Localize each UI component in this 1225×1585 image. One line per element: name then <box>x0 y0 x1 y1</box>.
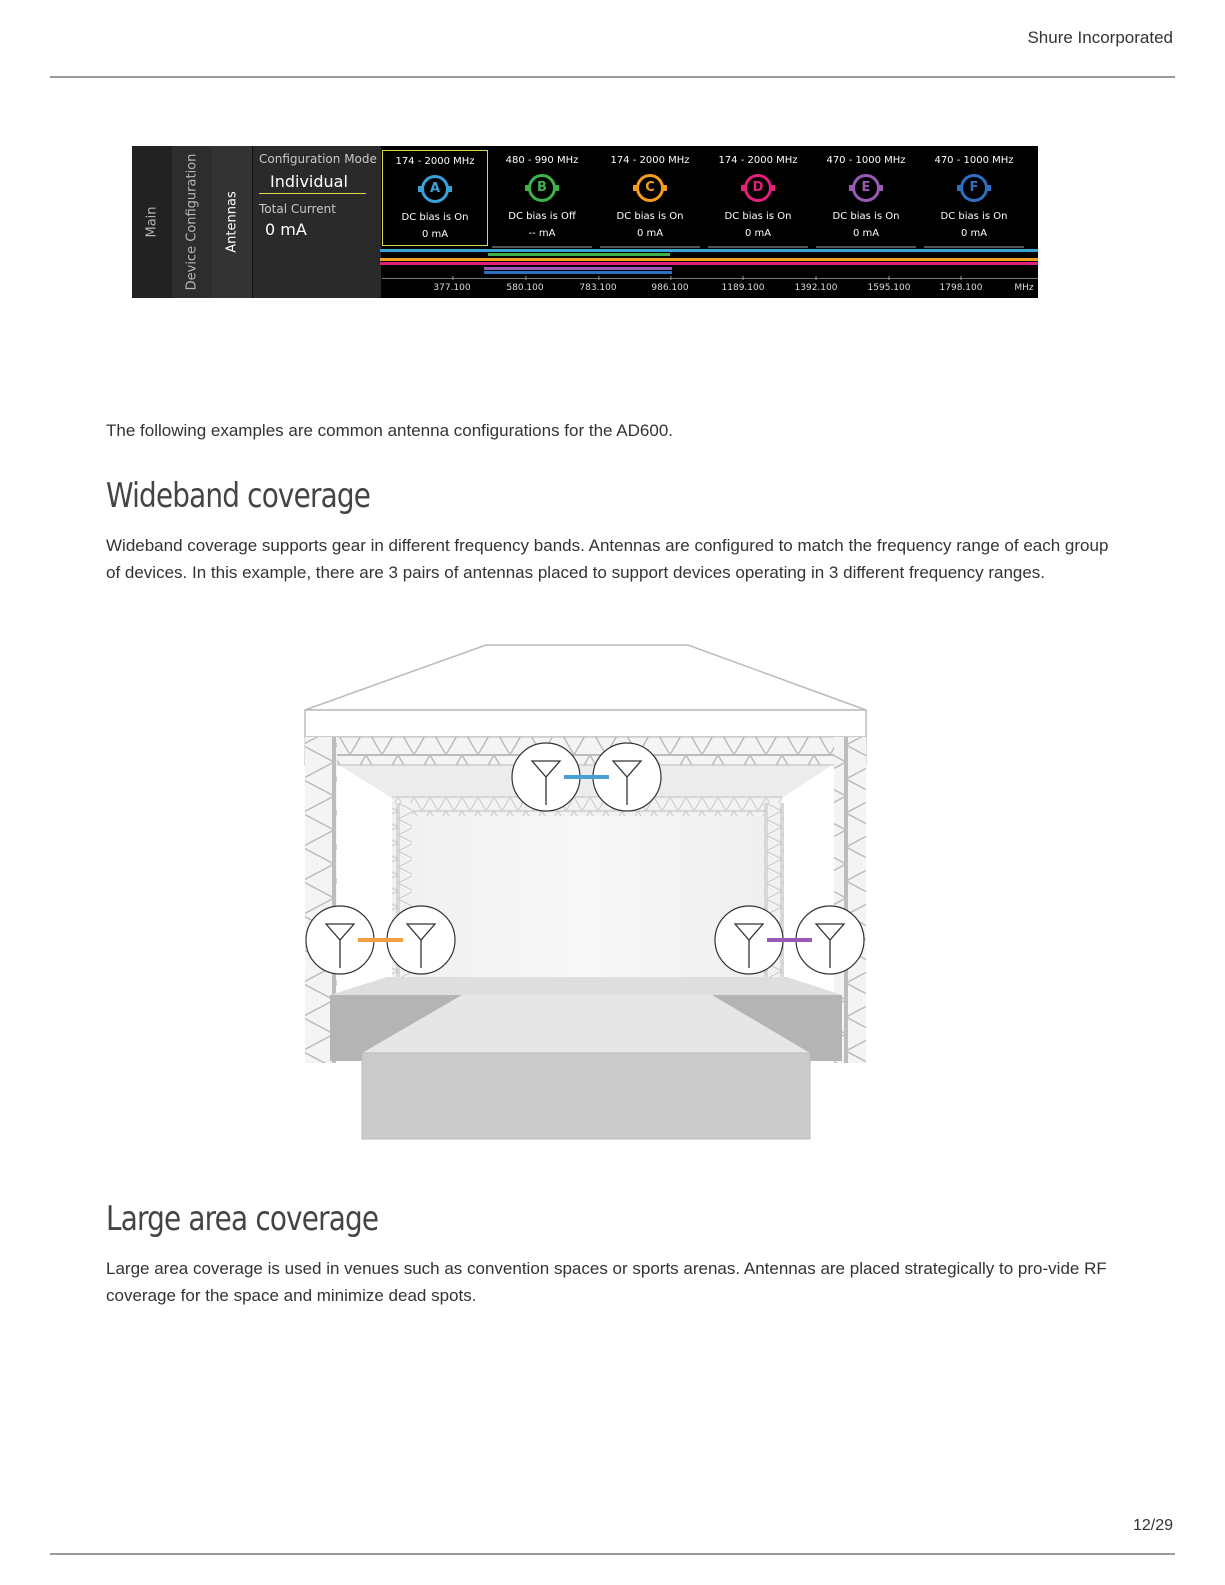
antenna-card-b[interactable] <box>490 150 594 244</box>
freq-bar-c <box>380 258 1038 261</box>
header-rule <box>50 76 1175 78</box>
section-body-large-area: Large area coverage is used in venues such as convention spaces or sports arenas. Antennas are placed strategically to pro-vide RF coverage for the space and minimize dead spots. <box>106 1259 1107 1305</box>
antenna-current: 0 mA <box>636 228 664 239</box>
antenna-card-d[interactable] <box>706 150 810 244</box>
antenna-badge-icon: F <box>960 174 988 202</box>
antenna-range: 480 - 990 MHz <box>505 155 579 166</box>
antenna-card-f[interactable] <box>922 150 1026 244</box>
page-number: 12/29 <box>1132 1517 1173 1534</box>
antenna-pair-left <box>306 906 455 974</box>
tab-main-label: Main <box>144 206 160 238</box>
antenna-underline <box>600 246 700 248</box>
tab-antennas-label: Antennas <box>224 191 240 253</box>
axis-tick: 377.100 <box>433 279 470 293</box>
device-ui-panel <box>132 146 1038 298</box>
axis-tick: 1595.100 <box>868 279 911 293</box>
antenna-underline <box>924 246 1024 248</box>
axis-tick: 783.100 <box>579 279 616 293</box>
section-body-wideband: Wideband coverage supports gear in different frequency bands. Antennas are configured to match the frequency range of each group of devices. In this example, there are 3 pairs of antennas placed to support devices operating in 3 different frequency ranges. <box>106 536 1109 582</box>
antenna-current: 0 mA <box>960 228 988 239</box>
antenna-dc-bias: DC bias is On <box>832 211 900 222</box>
total-current-value: 0 mA <box>265 220 307 239</box>
antenna-dc-bias: DC bias is On <box>401 212 469 223</box>
axis-unit: MHz <box>1014 283 1034 293</box>
axis-tick: 1798.100 <box>940 279 983 293</box>
freq-bar-f <box>484 271 672 274</box>
axis-tick: 986.100 <box>651 279 688 293</box>
axis-tick: 1392.100 <box>795 279 838 293</box>
antenna-range: 174 - 2000 MHz <box>610 155 690 166</box>
antenna-dc-bias: DC bias is Off <box>508 211 576 222</box>
header-company: Shure Incorporated <box>1027 28 1173 47</box>
freq-bar-b <box>488 253 670 256</box>
antenna-card-c[interactable] <box>598 150 702 244</box>
antenna-current: 0 mA <box>852 228 880 239</box>
frequency-axis <box>382 278 1038 298</box>
antenna-card-a[interactable] <box>382 150 488 246</box>
antenna-underline <box>492 246 592 248</box>
freq-bar-a <box>380 249 1038 252</box>
roof <box>305 645 866 710</box>
antenna-current: 0 mA <box>744 228 772 239</box>
antenna-range: 470 - 1000 MHz <box>826 155 906 166</box>
antenna-pair-right <box>715 906 864 974</box>
freq-bar-d <box>380 262 1038 265</box>
tab-antennas[interactable] <box>212 146 253 298</box>
tab-device-configuration[interactable] <box>172 146 213 298</box>
antenna-range: 174 - 2000 MHz <box>718 155 798 166</box>
tab-device-configuration-label: Device Configuration <box>184 153 200 291</box>
antenna-badge-icon: E <box>852 174 880 202</box>
intro-text: The following examples are common antenna configurations for the AD600. <box>106 421 673 440</box>
section-heading-wideband: Wideband coverage <box>106 476 371 516</box>
axis-tick: 580.100 <box>506 279 543 293</box>
tab-main[interactable] <box>132 146 173 298</box>
section-heading-large-area: Large area coverage <box>106 1199 379 1239</box>
freq-bar-e <box>484 267 672 270</box>
config-column <box>253 146 381 298</box>
total-current-label: Total Current <box>259 202 336 216</box>
antenna-dc-bias: DC bias is On <box>724 211 792 222</box>
config-mode-select[interactable]: Individual <box>259 172 366 194</box>
antenna-badge-icon: A <box>421 175 449 203</box>
antenna-badge-icon: B <box>528 174 556 202</box>
antenna-card-e[interactable] <box>814 150 918 244</box>
antenna-current: 0 mA <box>421 229 449 240</box>
antenna-underline <box>816 246 916 248</box>
stage-diagram <box>302 643 872 1143</box>
footer-rule <box>50 1553 1175 1555</box>
antenna-underline <box>708 246 808 248</box>
antenna-current: -- mA <box>528 228 556 239</box>
antenna-range: 470 - 1000 MHz <box>934 155 1014 166</box>
antenna-range: 174 - 2000 MHz <box>395 156 475 167</box>
antenna-badge-icon: D <box>744 174 772 202</box>
antenna-dc-bias: DC bias is On <box>616 211 684 222</box>
antenna-badge-icon: C <box>636 174 664 202</box>
axis-tick: 1189.100 <box>722 279 765 293</box>
config-mode-label: Configuration Mode <box>259 152 377 166</box>
antenna-dc-bias: DC bias is On <box>940 211 1008 222</box>
